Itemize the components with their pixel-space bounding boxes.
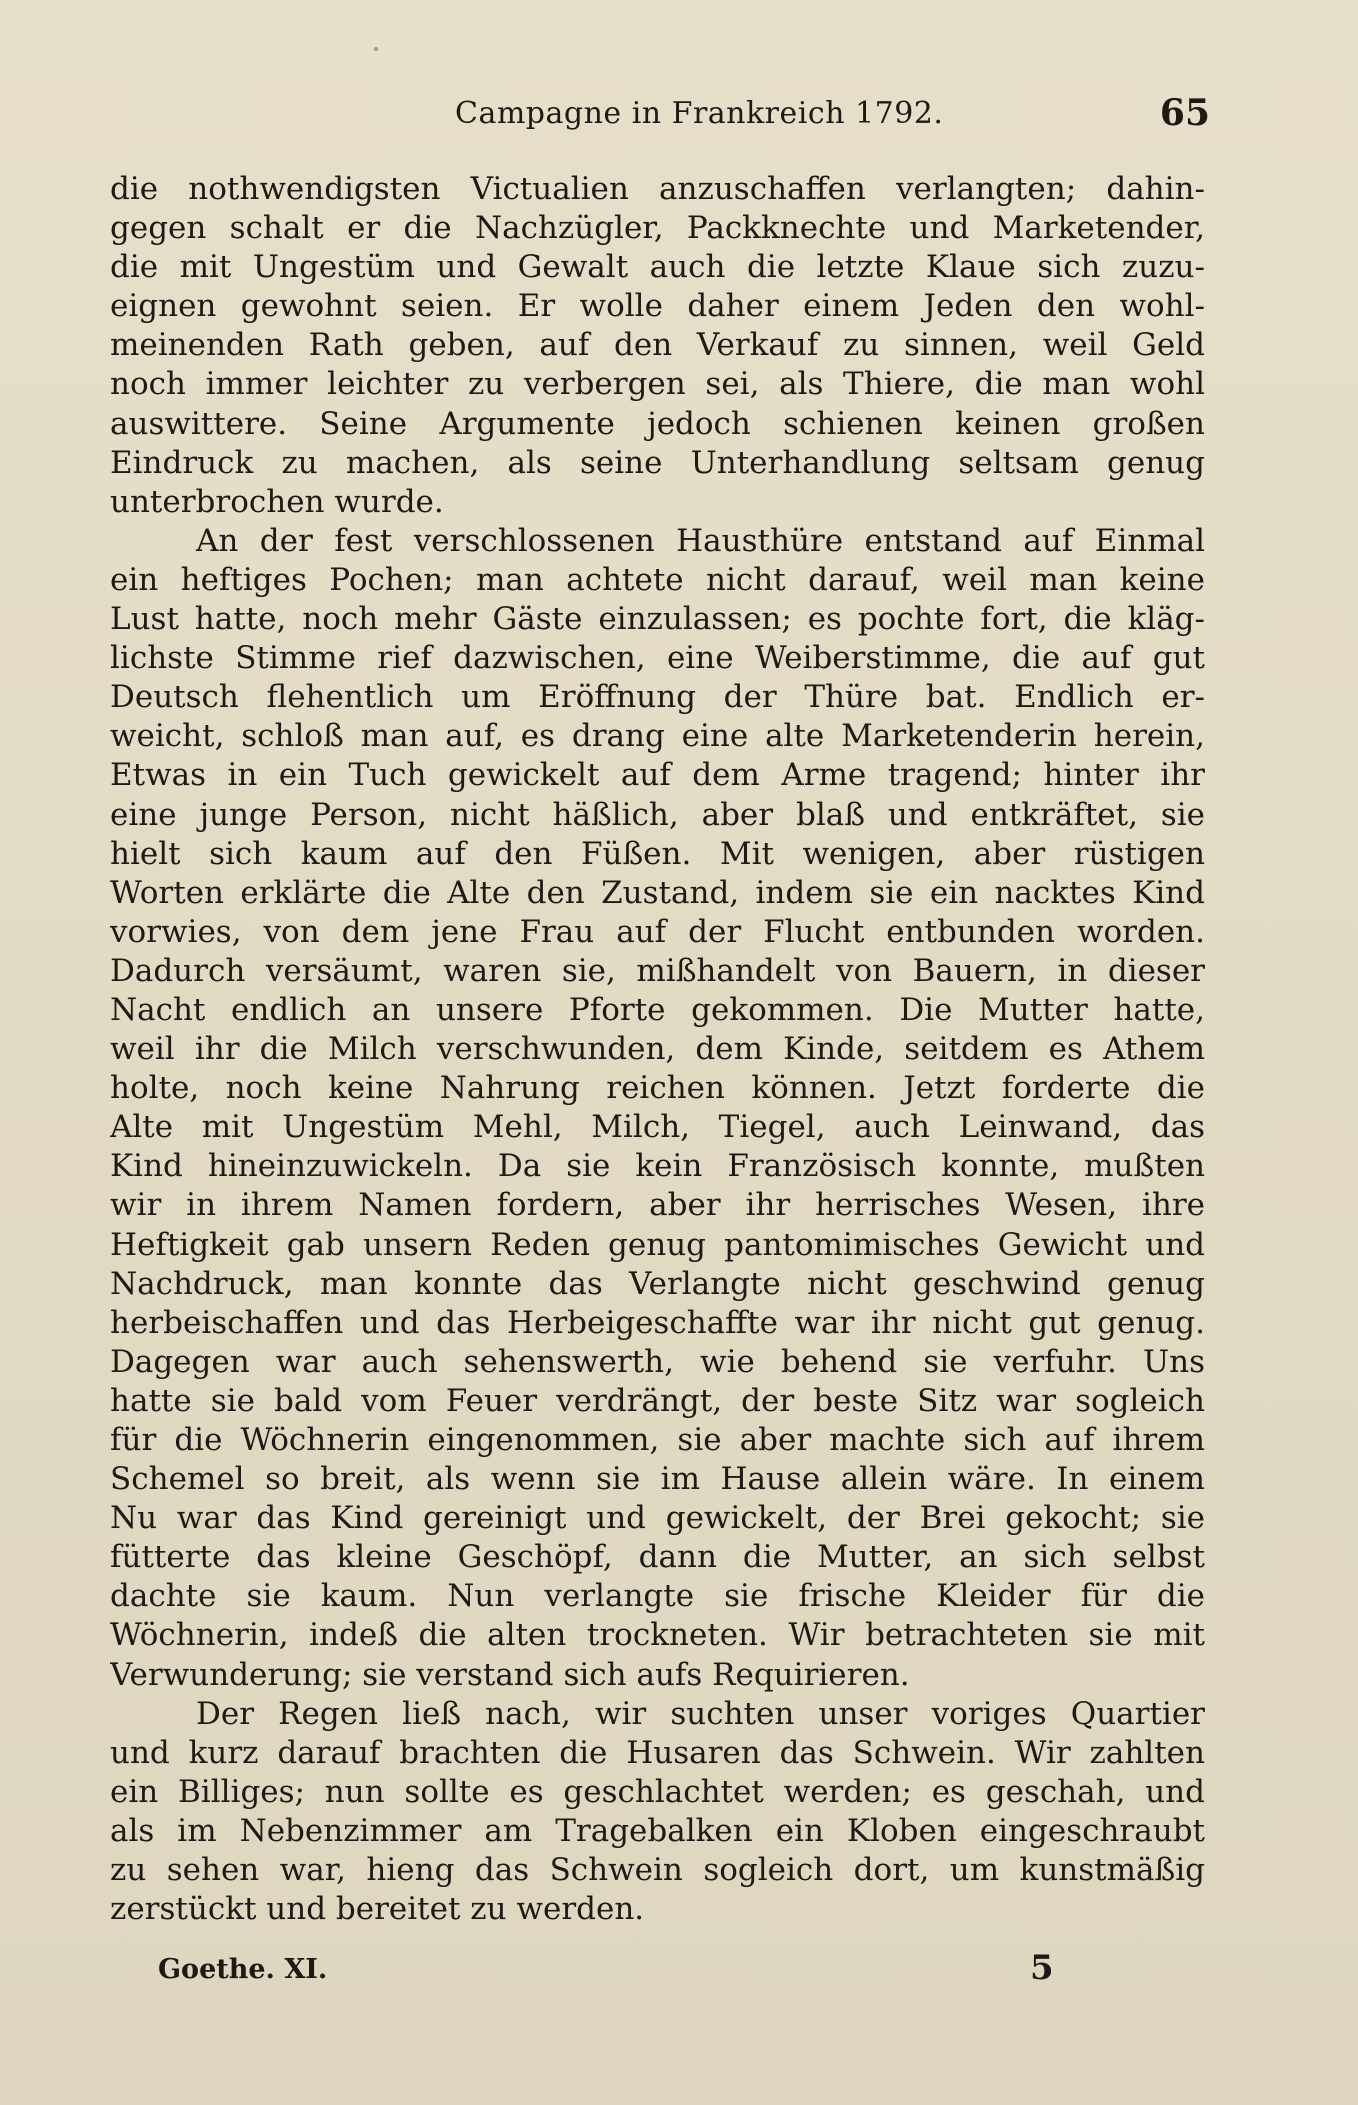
text-line: gegen schalt er die Nachzügler, Packknechte und Marketender, — [110, 210, 1205, 247]
paper-speck — [374, 47, 378, 51]
printer-signature: Goethe. XI. — [158, 1954, 328, 1985]
text-line: Kind hineinzuwickeln. Da sie kein Französisch konnte, mußten — [110, 1148, 1205, 1185]
running-title: Campagne in Frankreich 1792. — [455, 96, 944, 131]
text-line: An der fest verschlossenen Hausthüre entstand auf Einmal — [196, 522, 1205, 559]
text-line: noch immer leichter zu verbergen sei, als Thiere, die man wohl — [110, 366, 1205, 403]
text-line: holte, noch keine Nahrung reichen können. Jetzt forderte die — [110, 1070, 1205, 1107]
text-line: eignen gewohnt seien. Er wolle daher einem Jeden den wohl- — [110, 288, 1205, 325]
text-line: Etwas in ein Tuch gewickelt auf dem Arme tragend; hinter ihr — [110, 757, 1205, 794]
text-line: Nacht endlich an unsere Pforte gekommen. Die Mutter hatte, — [110, 991, 1205, 1028]
text-line: Schemel so breit, als wenn sie im Hause allein wäre. In einem — [110, 1461, 1205, 1498]
text-line: und kurz darauf brachten die Husaren das Schwein. Wir zahlten — [110, 1734, 1205, 1771]
paragraph — [110, 1695, 1205, 1930]
text-line: hielt sich kaum auf den Füßen. Mit wenigen, aber rüstigen — [110, 835, 1205, 872]
text-line: lichste Stimme rief dazwischen, eine Weiberstimme, die auf gut — [110, 640, 1205, 677]
text-line: für die Wöchnerin eingenommen, sie aber machte sich auf ihrem — [110, 1422, 1205, 1458]
text-line: Verwunderung; sie verstand sich aufs Requirieren. — [110, 1656, 910, 1693]
text-line: Deutsch flehentlich um Eröffnung der Thüre bat. Endlich er- — [110, 679, 1205, 716]
text-line: zu sehen war, hieng das Schwein sogleich dort, um kunstmäßig — [110, 1852, 1205, 1889]
text-line: hatte sie bald vom Feuer verdrängt, der beste Sitz war sogleich — [110, 1382, 1205, 1419]
signature-mark: 5 — [1030, 1948, 1054, 1988]
paragraph — [110, 170, 1205, 522]
text-line: ein heftiges Pochen; man achtete nicht darauf, weil man keine — [110, 561, 1205, 598]
text-line: Lust hatte, noch mehr Gäste einzulassen; es pochte fort, die kläg- — [110, 601, 1205, 638]
text-line: Nachdruck, man konnte das Verlangte nicht geschwind genug — [110, 1265, 1205, 1302]
text-line: fütterte das kleine Geschöpf, dann die Mutter, an sich selbst — [110, 1539, 1205, 1576]
running-head — [110, 88, 1210, 138]
text-line: dachte sie kaum. Nun verlangte sie frische Kleider für die — [110, 1578, 1205, 1615]
text-line: Dadurch versäumt, waren sie, mißhandelt von Bauern, in dieser — [110, 952, 1205, 989]
text-line: herbeischaffen und das Herbeigeschaffte war ihr nicht gut genug. — [110, 1304, 1205, 1341]
text-line: weicht, schloß man auf, es drang eine alte Marketenderin herein, — [110, 718, 1205, 755]
text-line: Worten erklärte die Alte den Zustand, indem sie ein nacktes Kind — [110, 874, 1205, 911]
paragraph — [110, 522, 1205, 1695]
text-line: unterbrochen wurde. — [110, 483, 444, 520]
text-line: als im Nebenzimmer am Tragebalken ein Kloben eingeschraubt — [110, 1812, 1205, 1849]
text-line: Dagegen war auch sehenswerth, wie behend sie verfuhr. Uns — [110, 1343, 1205, 1380]
text-line: Heftigkeit gab unsern Reden genug pantomimisches Gewicht und — [110, 1226, 1205, 1263]
page-number: 65 — [1159, 92, 1210, 134]
text-line: die nothwendigsten Victualien anzuschaffen verlangten; dahin- — [110, 171, 1205, 207]
text-line: Eindruck zu machen, als seine Unterhandlung seltsam genug — [110, 444, 1205, 481]
text-line: Wöchnerin, indeß die alten trockneten. Wir betrachteten sie mit — [110, 1617, 1205, 1654]
text-line: auswittere. Seine Argumente jedoch schienen keinen großen — [110, 405, 1205, 442]
text-line: Nu war das Kind gereinigt und gewickelt, der Brei gekocht; sie — [110, 1500, 1205, 1537]
text-line: eine junge Person, nicht häßlich, aber blaß und entkräftet, sie — [110, 796, 1205, 833]
text-line: zerstückt und bereitet zu werden. — [110, 1891, 645, 1928]
text-line: meinenden Rath geben, auf den Verkauf zu sinnen, weil Geld — [110, 327, 1205, 364]
body-text — [110, 170, 1205, 1929]
text-line: vorwies, von dem jene Frau auf der Flucht entbunden worden. — [110, 913, 1205, 950]
text-line: wir in ihrem Namen fordern, aber ihr herrisches Wesen, ihre — [110, 1187, 1205, 1224]
text-line: weil ihr die Milch verschwunden, dem Kinde, seitdem es Athem — [110, 1031, 1205, 1068]
text-line: ein Billiges; nun sollte es geschlachtet werden; es geschah, und — [110, 1773, 1205, 1810]
text-line: Der Regen ließ nach, wir suchten unser voriges Quartier — [196, 1695, 1205, 1732]
text-line: die mit Ungestüm und Gewalt auch die letzte Klaue sich zuzu- — [110, 249, 1205, 286]
text-line: Alte mit Ungestüm Mehl, Milch, Tiegel, auch Leinwand, das — [110, 1109, 1205, 1146]
page-footer — [110, 1946, 1210, 1996]
